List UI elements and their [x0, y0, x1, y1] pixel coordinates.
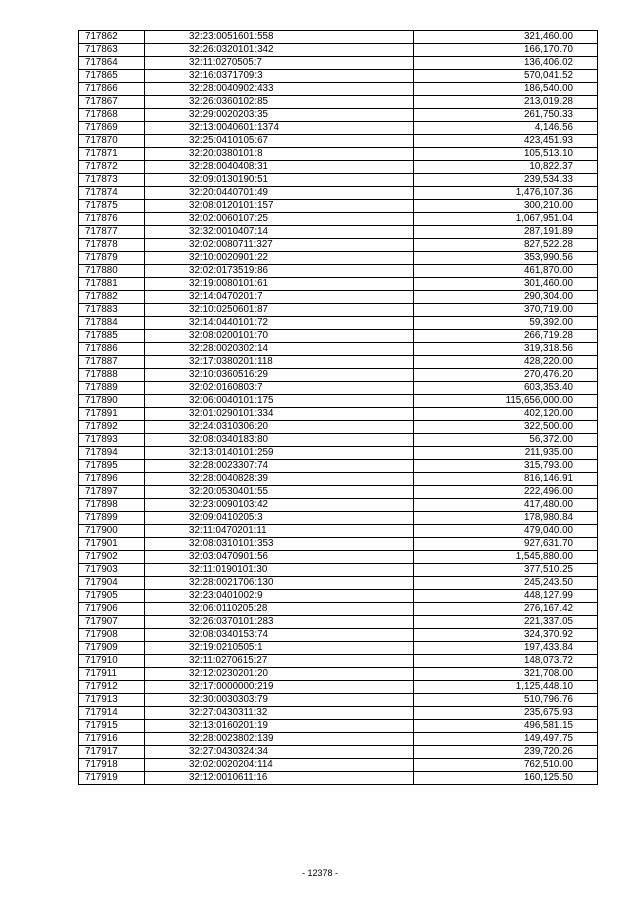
value-cell: 510,796.76 [414, 694, 598, 707]
row-id-cell: 717887 [79, 356, 145, 369]
cadastral-number-cell: 32:02:0060107:25 [145, 213, 414, 226]
cadastral-number-cell: 32:11:0470201:11 [145, 525, 414, 538]
table-row [79, 356, 598, 369]
row-id-cell: 717893 [79, 434, 145, 447]
cadastral-number-cell: 32:02:0080711:327 [145, 239, 414, 252]
table-row [79, 187, 598, 200]
table-row [79, 122, 598, 135]
table-row [79, 577, 598, 590]
value-cell: 1,476,107.36 [414, 187, 598, 200]
value-cell: 1,545,880.00 [414, 551, 598, 564]
row-id-cell: 717885 [79, 330, 145, 343]
row-id-cell: 717919 [79, 772, 145, 785]
table-row [79, 434, 598, 447]
value-cell: 319,318.56 [414, 343, 598, 356]
table-row [79, 408, 598, 421]
row-id-cell: 717915 [79, 720, 145, 733]
row-id-cell: 717862 [79, 31, 145, 44]
value-cell: 417,480.00 [414, 499, 598, 512]
row-id-cell: 717867 [79, 96, 145, 109]
table-row [79, 252, 598, 265]
value-cell: 197,433.84 [414, 642, 598, 655]
cadastral-number-cell: 32:19:0080101:61 [145, 278, 414, 291]
row-id-cell: 717890 [79, 395, 145, 408]
cadastral-number-cell: 32:09:0410205:3 [145, 512, 414, 525]
value-cell: 321,460.00 [414, 31, 598, 44]
cadastral-number-cell: 32:01:0290101:334 [145, 408, 414, 421]
row-id-cell: 717863 [79, 44, 145, 57]
value-cell: 353,990.56 [414, 252, 598, 265]
cadastral-number-cell: 32:12:0010611:16 [145, 772, 414, 785]
row-id-cell: 717881 [79, 278, 145, 291]
table-row [79, 603, 598, 616]
cadastral-number-cell: 32:29:0020203:35 [145, 109, 414, 122]
value-cell: 148,073.72 [414, 655, 598, 668]
row-id-cell: 717906 [79, 603, 145, 616]
cadastral-number-cell: 32:28:0021706:130 [145, 577, 414, 590]
page-number: - 12378 - [301, 868, 339, 878]
row-id-cell: 717905 [79, 590, 145, 603]
table-row [79, 421, 598, 434]
value-cell: 178,980.84 [414, 512, 598, 525]
cadastral-number-cell: 32:09:0130190:51 [145, 174, 414, 187]
value-cell: 1,067,951.04 [414, 213, 598, 226]
cadastral-number-cell: 32:02:0173519:86 [145, 265, 414, 278]
value-cell: 324,370.92 [414, 629, 598, 642]
table-body [79, 31, 598, 785]
row-id-cell: 717911 [79, 668, 145, 681]
value-cell: 211,935.00 [414, 447, 598, 460]
value-cell: 423,451.93 [414, 135, 598, 148]
table-row [79, 707, 598, 720]
table-row [79, 395, 598, 408]
row-id-cell: 717895 [79, 460, 145, 473]
cadastral-value-table [78, 30, 598, 785]
table-row [79, 278, 598, 291]
row-id-cell: 717901 [79, 538, 145, 551]
value-cell: 149,497.75 [414, 733, 598, 746]
cadastral-number-cell: 32:20:0530401:55 [145, 486, 414, 499]
table-row [79, 590, 598, 603]
value-cell: 301,460.00 [414, 278, 598, 291]
cadastral-number-cell: 32:28:0023802:139 [145, 733, 414, 746]
row-id-cell: 717918 [79, 759, 145, 772]
cadastral-number-cell: 32:08:0340153:74 [145, 629, 414, 642]
cadastral-number-cell: 32:28:0020302:14 [145, 343, 414, 356]
row-id-cell: 717869 [79, 122, 145, 135]
value-cell: 276,167.42 [414, 603, 598, 616]
table-row [79, 642, 598, 655]
cadastral-number-cell: 32:30:0030303:79 [145, 694, 414, 707]
cadastral-number-cell: 32:26:0370101:283 [145, 616, 414, 629]
row-id-cell: 717916 [79, 733, 145, 746]
table-row [79, 382, 598, 395]
row-id-cell: 717891 [79, 408, 145, 421]
value-cell: 261,750.33 [414, 109, 598, 122]
row-id-cell: 717903 [79, 564, 145, 577]
row-id-cell: 717913 [79, 694, 145, 707]
table-row [79, 330, 598, 343]
value-cell: 479,040.00 [414, 525, 598, 538]
row-id-cell: 717874 [79, 187, 145, 200]
value-cell: 245,243.50 [414, 577, 598, 590]
value-cell: 448,127.99 [414, 590, 598, 603]
value-cell: 1,125,448.10 [414, 681, 598, 694]
table-row [79, 161, 598, 174]
row-id-cell: 717872 [79, 161, 145, 174]
cadastral-number-cell: 32:23:0090103:42 [145, 499, 414, 512]
value-cell: 56,372.00 [414, 434, 598, 447]
row-id-cell: 717879 [79, 252, 145, 265]
cadastral-number-cell: 32:20:0440701:49 [145, 187, 414, 200]
value-cell: 136,406.02 [414, 57, 598, 70]
table-row [79, 486, 598, 499]
value-cell: 4,146.56 [414, 122, 598, 135]
row-id-cell: 717886 [79, 343, 145, 356]
row-id-cell: 717902 [79, 551, 145, 564]
table-row [79, 746, 598, 759]
table-row [79, 447, 598, 460]
cadastral-number-cell: 32:19:0210505:1 [145, 642, 414, 655]
data-table-container [78, 30, 598, 785]
table-row [79, 135, 598, 148]
value-cell: 166,170.70 [414, 44, 598, 57]
table-row [79, 772, 598, 785]
table-row [79, 304, 598, 317]
value-cell: 321,708.00 [414, 668, 598, 681]
table-row [79, 200, 598, 213]
table-row [79, 720, 598, 733]
table-row [79, 317, 598, 330]
value-cell: 105,513.10 [414, 148, 598, 161]
value-cell: 213,019.28 [414, 96, 598, 109]
row-id-cell: 717896 [79, 473, 145, 486]
row-id-cell: 717865 [79, 70, 145, 83]
row-id-cell: 717888 [79, 369, 145, 382]
value-cell: 287,191.89 [414, 226, 598, 239]
cadastral-number-cell: 32:14:0440101:72 [145, 317, 414, 330]
value-cell: 290,304.00 [414, 291, 598, 304]
row-id-cell: 717909 [79, 642, 145, 655]
cadastral-number-cell: 32:08:0340183:80 [145, 434, 414, 447]
table-row [79, 616, 598, 629]
cadastral-number-cell: 32:02:0020204:114 [145, 759, 414, 772]
cadastral-number-cell: 32:26:0360102:85 [145, 96, 414, 109]
table-row [79, 96, 598, 109]
row-id-cell: 717898 [79, 499, 145, 512]
cadastral-number-cell: 32:13:0140101:259 [145, 447, 414, 460]
cadastral-number-cell: 32:08:0310101:353 [145, 538, 414, 551]
row-id-cell: 717876 [79, 213, 145, 226]
cadastral-number-cell: 32:27:0430311:32 [145, 707, 414, 720]
cadastral-number-cell: 32:06:0110205:28 [145, 603, 414, 616]
cadastral-number-cell: 32:11:0270505:7 [145, 57, 414, 70]
cadastral-number-cell: 32:28:0040828:39 [145, 473, 414, 486]
table-row [79, 83, 598, 96]
cadastral-number-cell: 32:16:0371709:3 [145, 70, 414, 83]
row-id-cell: 717899 [79, 512, 145, 525]
table-row [79, 369, 598, 382]
cadastral-number-cell: 32:24:0310306:20 [145, 421, 414, 434]
cadastral-number-cell: 32:20:0380101:8 [145, 148, 414, 161]
row-id-cell: 717868 [79, 109, 145, 122]
table-row [79, 343, 598, 356]
value-cell: 370,719.00 [414, 304, 598, 317]
row-id-cell: 717907 [79, 616, 145, 629]
table-row [79, 759, 598, 772]
value-cell: 270,476.20 [414, 369, 598, 382]
row-id-cell: 717884 [79, 317, 145, 330]
value-cell: 377,510.25 [414, 564, 598, 577]
cadastral-number-cell: 32:03:0470901:56 [145, 551, 414, 564]
cadastral-number-cell: 32:10:0360516:29 [145, 369, 414, 382]
cadastral-number-cell: 32:13:0040601:1374 [145, 122, 414, 135]
row-id-cell: 717910 [79, 655, 145, 668]
table-row [79, 239, 598, 252]
row-id-cell: 717866 [79, 83, 145, 96]
value-cell: 816,146.91 [414, 473, 598, 486]
table-row [79, 148, 598, 161]
cadastral-number-cell: 32:08:0120101:157 [145, 200, 414, 213]
row-id-cell: 717904 [79, 577, 145, 590]
value-cell: 10,822.37 [414, 161, 598, 174]
cadastral-number-cell: 32:10:0250601:87 [145, 304, 414, 317]
cadastral-number-cell: 32:32:0010407:14 [145, 226, 414, 239]
row-id-cell: 717878 [79, 239, 145, 252]
cadastral-number-cell: 32:23:0051601:558 [145, 31, 414, 44]
table-row [79, 499, 598, 512]
cadastral-number-cell: 32:08:0200101:70 [145, 330, 414, 343]
value-cell: 603,353.40 [414, 382, 598, 395]
table-row [79, 694, 598, 707]
row-id-cell: 717892 [79, 421, 145, 434]
value-cell: 186,540.00 [414, 83, 598, 96]
value-cell: 461,870.00 [414, 265, 598, 278]
value-cell: 266,719.28 [414, 330, 598, 343]
table-row [79, 525, 598, 538]
table-row [79, 174, 598, 187]
cadastral-number-cell: 32:13:0160201:19 [145, 720, 414, 733]
value-cell: 428,220.00 [414, 356, 598, 369]
cadastral-number-cell: 32:25:0410105:67 [145, 135, 414, 148]
cadastral-number-cell: 32:17:0000000:219 [145, 681, 414, 694]
row-id-cell: 717880 [79, 265, 145, 278]
row-id-cell: 717871 [79, 148, 145, 161]
value-cell: 927,631.70 [414, 538, 598, 551]
table-row [79, 512, 598, 525]
table-row [79, 57, 598, 70]
cadastral-number-cell: 32:14:0470201:7 [145, 291, 414, 304]
value-cell: 235,675.93 [414, 707, 598, 720]
cadastral-number-cell: 32:10:0020901:22 [145, 252, 414, 265]
cadastral-number-cell: 32:28:0023307:74 [145, 460, 414, 473]
row-id-cell: 717900 [79, 525, 145, 538]
table-row [79, 70, 598, 83]
table-row [79, 473, 598, 486]
table-row [79, 733, 598, 746]
value-cell: 570,041.52 [414, 70, 598, 83]
cadastral-number-cell: 32:26:0320101:342 [145, 44, 414, 57]
value-cell: 115,656,000.00 [414, 395, 598, 408]
value-cell: 827,522.28 [414, 239, 598, 252]
cadastral-number-cell: 32:23:0401002:9 [145, 590, 414, 603]
table-row [79, 31, 598, 44]
row-id-cell: 717870 [79, 135, 145, 148]
value-cell: 160,125.50 [414, 772, 598, 785]
cadastral-number-cell: 32:11:0270615:27 [145, 655, 414, 668]
table-row [79, 681, 598, 694]
table-row [79, 109, 598, 122]
row-id-cell: 717897 [79, 486, 145, 499]
row-id-cell: 717864 [79, 57, 145, 70]
value-cell: 59,392.00 [414, 317, 598, 330]
table-row [79, 265, 598, 278]
value-cell: 402,120.00 [414, 408, 598, 421]
value-cell: 239,534.33 [414, 174, 598, 187]
value-cell: 300,210.00 [414, 200, 598, 213]
cadastral-number-cell: 32:12:0230201:20 [145, 668, 414, 681]
row-id-cell: 717908 [79, 629, 145, 642]
value-cell: 322,500.00 [414, 421, 598, 434]
cadastral-number-cell: 32:28:0040408:31 [145, 161, 414, 174]
cadastral-number-cell: 32:28:0040902:433 [145, 83, 414, 96]
table-row [79, 538, 598, 551]
value-cell: 762,510.00 [414, 759, 598, 772]
value-cell: 222,496.00 [414, 486, 598, 499]
row-id-cell: 717873 [79, 174, 145, 187]
row-id-cell: 717894 [79, 447, 145, 460]
value-cell: 496,581.15 [414, 720, 598, 733]
table-row [79, 291, 598, 304]
row-id-cell: 717914 [79, 707, 145, 720]
row-id-cell: 717917 [79, 746, 145, 759]
table-row [79, 564, 598, 577]
cadastral-number-cell: 32:27:0430324:34 [145, 746, 414, 759]
row-id-cell: 717877 [79, 226, 145, 239]
row-id-cell: 717875 [79, 200, 145, 213]
value-cell: 315,793.00 [414, 460, 598, 473]
row-id-cell: 717882 [79, 291, 145, 304]
table-row [79, 460, 598, 473]
table-row [79, 551, 598, 564]
value-cell: 239,720.26 [414, 746, 598, 759]
row-id-cell: 717883 [79, 304, 145, 317]
row-id-cell: 717912 [79, 681, 145, 694]
table-row [79, 668, 598, 681]
table-row [79, 226, 598, 239]
row-id-cell: 717889 [79, 382, 145, 395]
value-cell: 221,337.05 [414, 616, 598, 629]
cadastral-number-cell: 32:11:0190101:30 [145, 564, 414, 577]
cadastral-number-cell: 32:02:0160803:7 [145, 382, 414, 395]
cadastral-number-cell: 32:06:0040101:175 [145, 395, 414, 408]
table-row [79, 629, 598, 642]
table-row [79, 213, 598, 226]
table-row [79, 655, 598, 668]
table-row [79, 44, 598, 57]
cadastral-number-cell: 32:17:0380201:118 [145, 356, 414, 369]
